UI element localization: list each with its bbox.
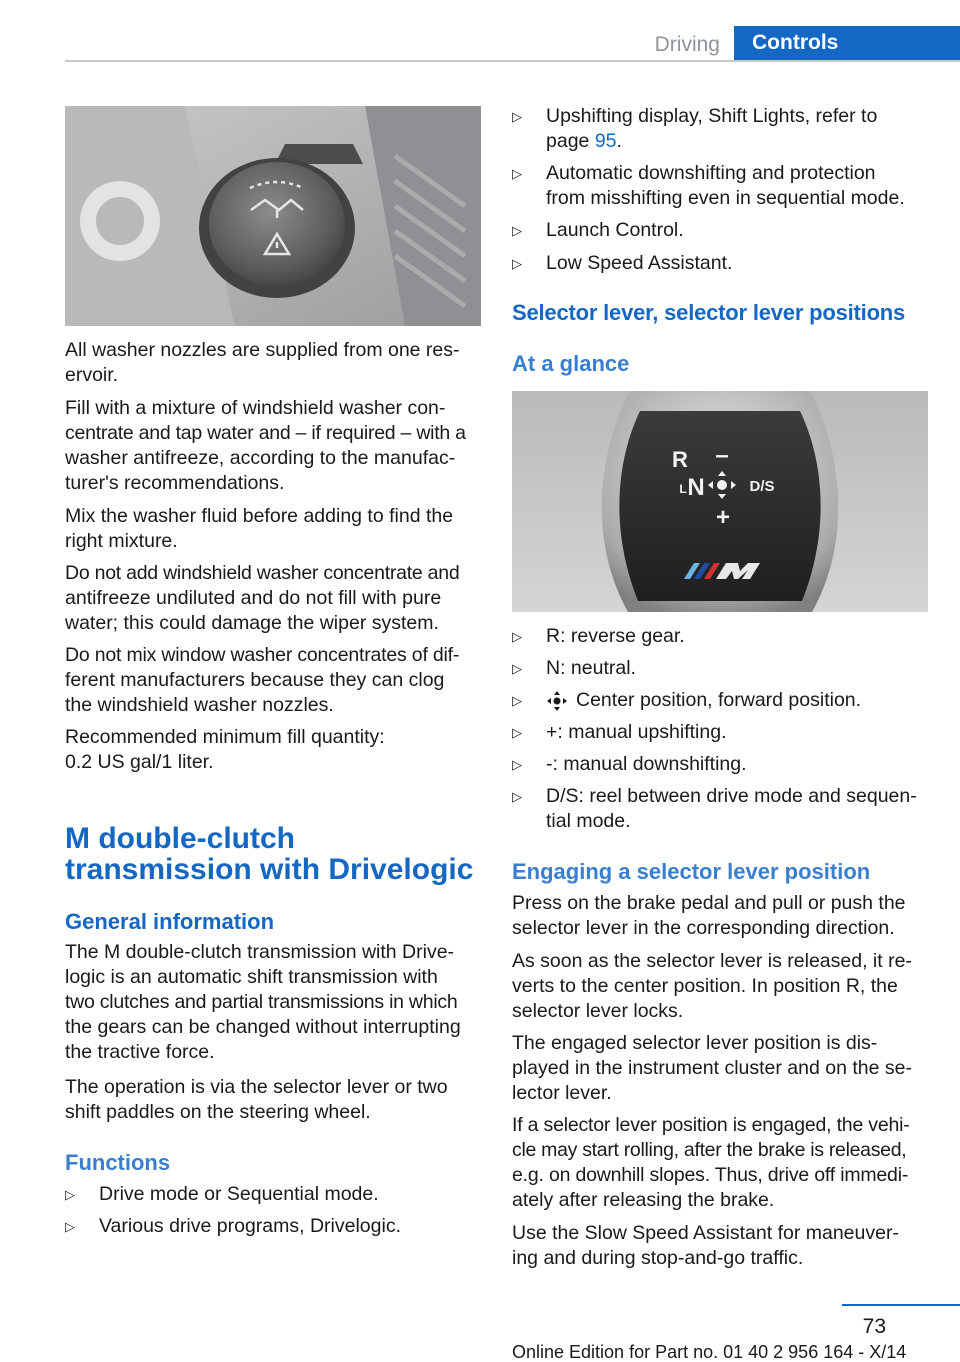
page-link[interactable]: 95 <box>594 130 617 152</box>
engaging-paragraph-1: Press on the brake pedal and pull or push the selector lever in the corresponding direction. <box>512 892 906 939</box>
list-item: ▷ Automatic downshifting and protection from misshifting even in sequential mode. <box>512 162 905 209</box>
undiluted-warning-paragraph: Do not add windshield washer concentrate and antifreeze undiluted and do not fill with pure water; this could damage the wiper system. <box>65 562 460 634</box>
fill-quantity-value: 0.2 US gal/1 liter. <box>65 751 214 773</box>
page-number: 73 <box>862 1315 886 1338</box>
manufacturers-paragraph: Do not mix window washer concentrates of dif- ferent manufacturers because they can clog the windshield washer nozzles. <box>65 644 460 716</box>
fill-quantity-paragraph <box>65 725 481 775</box>
heading-dct-line1: M double-clutch <box>65 822 295 855</box>
engaging-paragraph-2: As soon as the selector lever is released, it re- verts to the center position. In position R, the selector lever locks. <box>512 950 912 1022</box>
bullet-triangle-icon: ▷ <box>512 693 522 708</box>
knob-r-label: R <box>672 447 688 472</box>
engaging-paragraph-5: Use the Slow Speed Assistant for maneuver- ing and during stop-and-go traffic. <box>512 1222 899 1269</box>
knob-minus-label: – <box>715 442 729 469</box>
page-header <box>0 0 960 62</box>
mix-paragraph: Mix the washer fluid before adding to find the right mixture. <box>65 505 454 552</box>
list-item: ▷ +: manual upshifting. <box>512 721 727 743</box>
knob-n-label: N <box>687 474 705 501</box>
heading-functions: Functions <box>65 1150 171 1175</box>
header-section[interactable]: Controls <box>734 26 960 62</box>
bullet-triangle-icon: ▷ <box>512 629 522 644</box>
bullet-triangle-icon: ▷ <box>512 109 522 124</box>
operation-paragraph: The operation is via the selector lever or two shift paddles on the steering wheel. <box>65 1076 448 1123</box>
heading-at-a-glance: At a glance <box>512 351 630 376</box>
knob-l-label: L <box>679 482 687 496</box>
list-item: ▷ -: manual downshifting. <box>512 753 747 775</box>
heading-dct <box>65 823 481 885</box>
list-item: ▷ Upshifting display, Shift Lights, refer to page 95. <box>512 105 878 152</box>
list-item: ▷ Low Speed Assistant. <box>512 252 733 274</box>
knob-ds-label: D/S <box>749 478 775 495</box>
selector-lever-figure <box>512 391 928 612</box>
heading-selector-lever: Selector lever, selector lever positions <box>512 300 906 325</box>
list-item: ▷ Various drive programs, Drivelogic. <box>65 1215 401 1237</box>
bullet-triangle-icon: ▷ <box>65 1187 75 1202</box>
footer-rule <box>842 1304 960 1306</box>
engaging-paragraph-4: If a selector lever position is engaged, the vehi- cle may start rolling, after the brake is released, e.g. on downhill slopes. Thus, drive off immedi- ately after releasing the brake. <box>512 1114 910 1211</box>
bullet-triangle-icon: ▷ <box>65 1219 75 1234</box>
edition-note: Online Edition for Part no. 01 40 2 956 164 - X/14 <box>512 1342 907 1362</box>
heading-dct-line2: transmission with Drivelogic <box>65 853 474 886</box>
dct-description-paragraph: The M double-clutch transmission with Drive- logic is an automatic shift transmission with two clutches and partial transmissions in which the gears can be changed without interrupting the tractive force. <box>65 941 461 1063</box>
bullet-triangle-icon: ▷ <box>512 166 522 181</box>
list-item: ▷ Drive mode or Sequential mode. <box>65 1183 379 1205</box>
header-chapter[interactable]: Driving <box>654 33 720 56</box>
engaging-paragraph-3: The engaged selector lever position is dis- played in the instrument cluster and on the se- lector lever. <box>512 1032 912 1104</box>
list-item: ▷ N: neutral. <box>512 657 636 679</box>
bullet-triangle-icon: ▷ <box>512 757 522 772</box>
bullet-triangle-icon: ▷ <box>512 223 522 238</box>
heading-general-information: General information <box>65 909 275 934</box>
knob-plus-label: + <box>715 504 731 531</box>
washer-reservoir-figure <box>65 106 481 326</box>
bullet-triangle-icon: ▷ <box>512 256 522 271</box>
list-item: ▷ Launch Control. <box>512 219 684 241</box>
list-item: ▷ D/S: reel between drive mode and sequen- tial mode. <box>512 785 917 832</box>
reservoir-paragraph: All washer nozzles are supplied from one res- ervoir. <box>65 339 460 386</box>
center-position-icon <box>546 690 568 712</box>
bullet-triangle-icon: ▷ <box>512 725 522 740</box>
heading-engaging: Engaging a selector lever position <box>512 859 871 884</box>
bullet-triangle-icon: ▷ <box>512 789 522 804</box>
fill-mixture-paragraph: Fill with a mixture of windshield washer con- centrate and tap water and – if required – with a washer antifreeze, according to the manufac- turer's recommendations. <box>65 397 466 494</box>
list-item: ▷ R: reverse gear. <box>512 625 685 647</box>
bullet-triangle-icon: ▷ <box>512 661 522 676</box>
list-item: ▷ Center position, forward position. <box>512 689 862 711</box>
header-rule <box>65 60 960 62</box>
fill-quantity-label: Recommended minimum fill quantity: <box>65 726 385 748</box>
